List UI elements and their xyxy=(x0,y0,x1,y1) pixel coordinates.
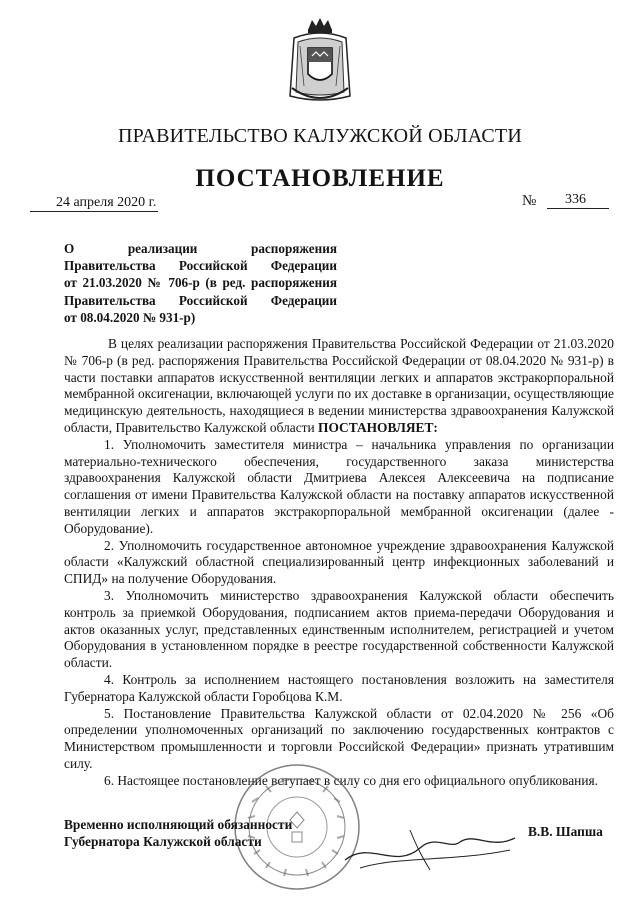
subject-line: Правительства Российской Федерации xyxy=(64,258,337,274)
document-date: 24 апреля 2020 г. xyxy=(30,195,158,212)
clause-paragraph: 3. Уполномочить министерство здравоохранения Калужской области обеспечить контроль за приемкой Оборудования, подписанием актов приема-передачи Оборудования и актов оказанных услуг, представленных единственным исполнителем, регистрацией и учетом Оборудования в установленном порядке в реестре государственной собственности Калужской области. xyxy=(64,587,614,671)
subject-line: от 08.04.2020 № 931-р) xyxy=(64,309,196,325)
clause-paragraph: 1. Уполномочить заместителя министра – начальника управления по организации материально-технического обеспечения, государственного заказа министерства здравоохранения Калужской области Дмитриева Алексея Алексеевича на подписание соглашения от имени Правительства Калужской области на поставку аппаратов искусственной вентиляции легких и аппаратов экстракорпоральной мембранной оксигенации (далее - Оборудование). xyxy=(64,436,614,536)
document-subject xyxy=(64,240,337,326)
document-body xyxy=(64,336,614,790)
number-label: № xyxy=(522,193,537,209)
subject-line: от 21.03.2020 № 706-р (в ред. распоряжения xyxy=(64,275,337,291)
position-line: Губернатора Калужской области xyxy=(64,834,262,849)
subject-line: Правительства Российской Федерации xyxy=(64,292,337,308)
clause-paragraph: 4. Контроль за исполнением настоящего постановления возложить на заместителя Губернатора Калужской области Горобцова К.М. xyxy=(64,671,614,704)
coat-of-arms-icon xyxy=(284,16,356,106)
resolves-keyword: ПОСТАНОВЛЯЕТ: xyxy=(318,419,438,435)
document-type-title: ПОСТАНОВЛЕНИЕ xyxy=(195,165,445,192)
document-number: 336 xyxy=(547,192,609,209)
handwritten-signature-icon xyxy=(340,820,520,880)
preamble-text: В целях реализации распоряжения Правительства Российской Федерации от 21.03.2020 № 706-р (в ред. распоряжения Правительства Российской Федерации от 08.04.2020 № 931-р) в части поставки аппаратов искусственной вентиляции легких и аппаратов экстракорпоральной мембранной оксигенации, включающей услуги по их доставке в организации, осуществляющие медицинскую деятельность, находящиеся в ведении министерства здравоохранения Калужской области, Правительство Калужской области xyxy=(64,336,614,435)
clause-paragraph: 2. Уполномочить государственное автономное учреждение здравоохранения Калужской области «Калужский областной специализированный центр инфекционных заболеваний и СПИД» на получение Оборудования. xyxy=(64,537,614,587)
preamble-paragraph xyxy=(64,336,614,437)
organization-name: ПРАВИТЕЛЬСТВО КАЛУЖСКОЙ ОБЛАСТИ xyxy=(118,125,522,147)
position-line: Временно исполняющий обязанности xyxy=(64,817,293,832)
clause-paragraph: 5. Постановление Правительства Калужской области от 02.04.2020 № 256 «Об определении уполномоченных организаций по заключению государственных контрактов с Министерством промышленности и торговли Российской Федерации» признать утратившим силу. xyxy=(64,705,614,771)
clause-paragraph: 6. Настоящее постановление вступает в силу со дня его официального опубликования. xyxy=(104,772,598,788)
signatory-position xyxy=(64,816,292,850)
subject-line: О реализации распоряжения xyxy=(64,241,337,256)
signatory-name: В.В. Шапша xyxy=(528,824,603,839)
